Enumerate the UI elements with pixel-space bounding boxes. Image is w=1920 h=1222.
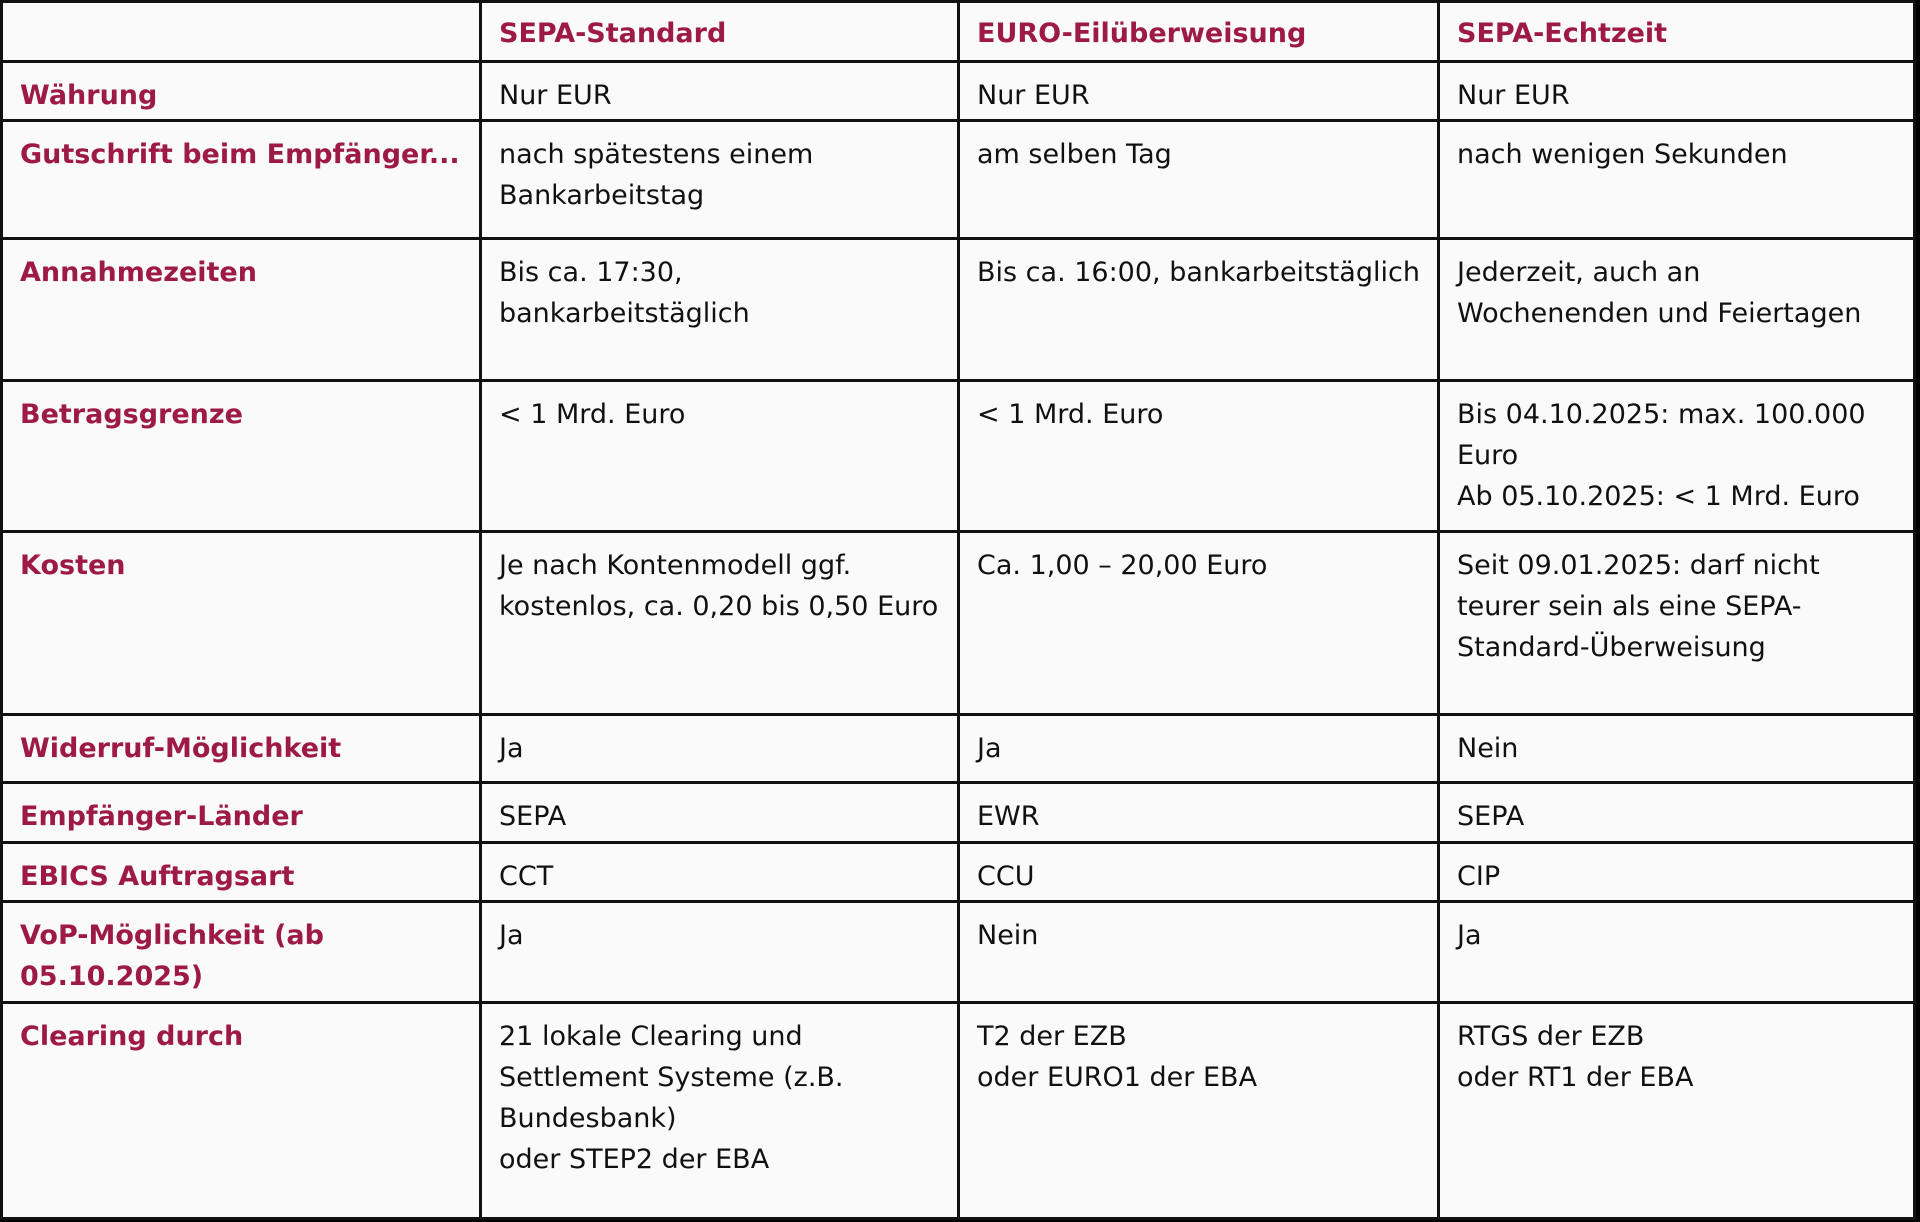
cell-text: Bis ca. 16:00, bankarbeitstäglich	[977, 257, 1420, 288]
cell-sepa-echtzeit	[1439, 62, 1915, 121]
cell-text: Ja	[499, 920, 524, 951]
row-label: VoP-Möglichkeit (ab 05.10.2025)	[2, 902, 481, 1003]
cell-euro-eil	[959, 715, 1439, 783]
cell-text: EWR	[977, 801, 1040, 832]
table-row-gutschrift	[2, 121, 1915, 239]
cell-text: CIP	[1457, 861, 1501, 892]
row-label: Clearing durch	[2, 1003, 481, 1219]
table-row-widerruf	[2, 715, 1915, 783]
row-label: Widerruf-Möglichkeit	[2, 715, 481, 783]
cell-text: CCT	[499, 861, 554, 892]
header-row	[2, 2, 1915, 62]
cell-text: Ja	[977, 733, 1002, 764]
cell-text: CCU	[977, 861, 1035, 892]
cell-text: Ca. 1,00 – 20,00 Euro	[977, 550, 1268, 581]
cell-euro-eil	[959, 532, 1439, 715]
cell-euro-eil	[959, 902, 1439, 1003]
header-corner-cell	[2, 2, 481, 62]
cell-sepa-standard	[481, 239, 959, 381]
cell-euro-eil	[959, 1003, 1439, 1219]
cell-text: Bis ca. 17:30, bankarbeitstäglich	[499, 257, 750, 329]
cell-sepa-standard	[481, 715, 959, 783]
cell-sepa-standard	[481, 62, 959, 121]
cell-text: Nein	[1457, 733, 1519, 764]
cell-sepa-echtzeit	[1439, 843, 1915, 902]
cell-text: SEPA	[499, 801, 567, 832]
cell-euro-eil	[959, 121, 1439, 239]
cell-text: Ja	[1457, 920, 1482, 951]
table-row-annahmezeiten	[2, 239, 1915, 381]
cell-sepa-echtzeit	[1439, 121, 1915, 239]
cell-sepa-standard	[481, 843, 959, 902]
cell-text: Seit 09.01.2025: darf nicht teurer sein als eine SEPA-Standard-Überweisung	[1457, 550, 1829, 663]
cell-sepa-standard	[481, 532, 959, 715]
table-row-vop	[2, 902, 1915, 1003]
cell-text: < 1 Mrd. Euro	[977, 399, 1164, 430]
cell-text: nach spätestens einem Bankarbeitstag	[499, 139, 822, 211]
cell-sepa-echtzeit	[1439, 783, 1915, 843]
cell-sepa-echtzeit	[1439, 532, 1915, 715]
cell-text: Nur EUR	[977, 80, 1090, 111]
cell-sepa-standard	[481, 381, 959, 532]
cell-sepa-echtzeit	[1439, 902, 1915, 1003]
row-label: EBICS Auftragsart	[2, 843, 481, 902]
cell-text: Ab 05.10.2025: < 1 Mrd. Euro	[1457, 481, 1860, 512]
cell-euro-eil	[959, 381, 1439, 532]
cell-euro-eil	[959, 783, 1439, 843]
cell-sepa-standard	[481, 783, 959, 843]
cell-sepa-echtzeit	[1439, 381, 1915, 532]
cell-sepa-echtzeit	[1439, 1003, 1915, 1219]
cell-euro-eil	[959, 239, 1439, 381]
table-row-empfaenger-laender	[2, 783, 1915, 843]
row-label: Empfänger-Länder	[2, 783, 481, 843]
cell-euro-eil	[959, 843, 1439, 902]
table-body	[2, 62, 1915, 1219]
cell-text: am selben Tag	[977, 139, 1172, 170]
row-label: Gutschrift beim Empfänger...	[2, 121, 481, 239]
cell-sepa-echtzeit	[1439, 715, 1915, 783]
cell-text: RTGS der EZB	[1457, 1021, 1645, 1052]
cell-text: < 1 Mrd. Euro	[499, 399, 686, 430]
cell-sepa-standard	[481, 902, 959, 1003]
cell-text: Nur EUR	[499, 80, 612, 111]
cell-text: Ja	[499, 733, 524, 764]
table-row-ebics	[2, 843, 1915, 902]
cell-sepa-standard	[481, 121, 959, 239]
cell-text: Nur EUR	[1457, 80, 1570, 111]
cell-sepa-standard	[481, 1003, 959, 1219]
cell-text: Bis 04.10.2025: max. 100.000 Euro	[1457, 399, 1875, 471]
cell-sepa-echtzeit	[1439, 239, 1915, 381]
table-row-clearing	[2, 1003, 1915, 1219]
header-euro-eilueberweisung: EURO-Eilüberweisung	[959, 2, 1439, 62]
cell-text: SEPA	[1457, 801, 1525, 832]
cell-text: Nein	[977, 920, 1039, 951]
row-label: Währung	[2, 62, 481, 121]
cell-text: 21 lokale Clearing und Settlement Systeme (z.B. Bundesbank)	[499, 1021, 853, 1134]
header-sepa-standard: SEPA-Standard	[481, 2, 959, 62]
cell-text: oder EURO1 der EBA	[977, 1062, 1258, 1093]
cell-text: Je nach Kontenmodell ggf. kostenlos, ca. 0,20 bis 0,50 Euro	[499, 550, 939, 622]
cell-text: oder RT1 der EBA	[1457, 1062, 1694, 1093]
header-sepa-echtzeit: SEPA-Echtzeit	[1439, 2, 1915, 62]
row-label: Annahmezeiten	[2, 239, 481, 381]
row-label: Kosten	[2, 532, 481, 715]
cell-euro-eil	[959, 62, 1439, 121]
cell-text: oder STEP2 der EBA	[499, 1144, 770, 1175]
table-row-betragsgrenze	[2, 381, 1915, 532]
cell-text: Jederzeit, auch an Wochenenden und Feiertagen	[1457, 257, 1862, 329]
table-row-kosten	[2, 532, 1915, 715]
cell-text: nach wenigen Sekunden	[1457, 139, 1788, 170]
cell-text: T2 der EZB	[977, 1021, 1127, 1052]
row-label: Betragsgrenze	[2, 381, 481, 532]
table-row-waehrung	[2, 62, 1915, 121]
